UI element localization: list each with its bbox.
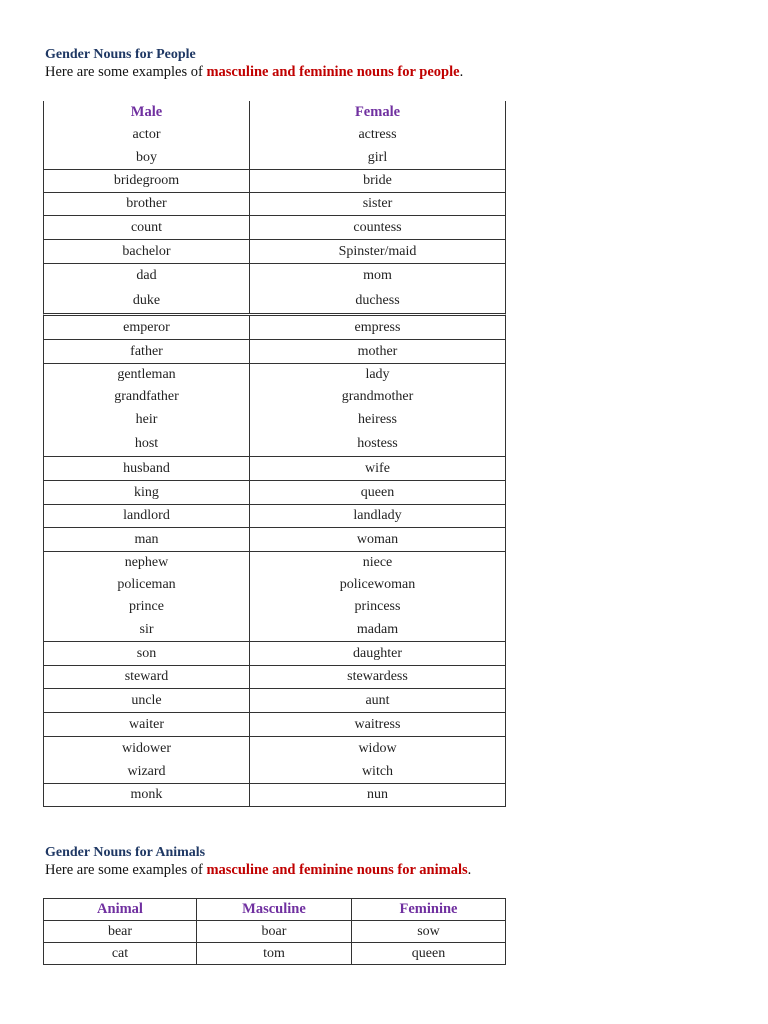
female-noun-cell: grandmother: [341, 389, 414, 404]
male-noun-cell: grandfather: [44, 386, 250, 408]
male-noun-cell: count: [44, 216, 250, 239]
table-row: [43, 596, 506, 618]
table-row: [43, 688, 506, 712]
table-row: [44, 943, 506, 965]
male-noun-cell: sir: [44, 618, 250, 641]
female-noun-cell: hostess: [357, 436, 398, 451]
people-section-intro: [45, 64, 463, 81]
intro-prefix: Here are some examples of: [45, 862, 207, 878]
female-noun-cell: widow: [358, 741, 397, 756]
column-header-female: Female: [354, 103, 401, 120]
female-noun-cell: waitress: [354, 716, 401, 732]
masculine-cell: boar: [197, 921, 352, 943]
male-noun-cell: gentleman: [44, 364, 250, 386]
table-header-row: [43, 101, 506, 123]
male-noun-cell: heir: [44, 408, 250, 432]
female-noun-cell: Spinster/maid: [338, 243, 417, 259]
table-row: [43, 641, 506, 665]
female-noun-cell: countess: [353, 219, 402, 235]
female-noun-cell: mom: [363, 268, 392, 283]
male-noun-cell: emperor: [44, 316, 250, 339]
table-row: [43, 215, 506, 239]
male-noun-cell: widower: [44, 737, 250, 761]
column-header-feminine: Feminine: [352, 899, 506, 921]
male-noun-cell: son: [44, 642, 250, 665]
table-row: [43, 239, 506, 263]
table-row: [43, 432, 506, 456]
table-row: [43, 339, 506, 363]
column-header-animal: Animal: [44, 899, 197, 921]
table-row: [43, 761, 506, 783]
table-row: [43, 123, 506, 146]
table-row: [43, 169, 506, 192]
female-noun-cell: policewoman: [339, 577, 416, 592]
female-noun-cell: empress: [354, 319, 401, 335]
table-row: [43, 665, 506, 688]
female-noun-cell: sister: [362, 196, 393, 211]
male-noun-cell: nephew: [44, 552, 250, 574]
female-noun-cell: duchess: [355, 292, 400, 308]
male-noun-cell: host: [44, 432, 250, 456]
intro-highlight: masculine and feminine nouns for people: [206, 64, 460, 80]
male-noun-cell: monk: [44, 784, 250, 806]
table-row: [43, 146, 506, 169]
column-header-masculine: Masculine: [197, 899, 352, 921]
feminine-cell: queen: [352, 943, 506, 965]
table-row: [43, 574, 506, 596]
male-noun-cell: bachelor: [44, 240, 250, 263]
intro-suffix: .: [459, 64, 464, 80]
column-header-male: Male: [44, 101, 250, 123]
female-noun-cell: landlady: [353, 508, 402, 523]
female-noun-cell: aunt: [365, 692, 390, 708]
male-noun-cell: actor: [44, 123, 250, 146]
table-row: [43, 386, 506, 408]
male-noun-cell: waiter: [44, 713, 250, 736]
table-row: [43, 736, 506, 761]
table-row: [43, 480, 506, 504]
table-row: [43, 527, 506, 551]
table-row: [43, 712, 506, 736]
masculine-cell: tom: [197, 943, 352, 965]
male-noun-cell: landlord: [44, 505, 250, 527]
male-noun-cell: dad: [44, 264, 250, 288]
female-noun-cell: wife: [365, 460, 390, 476]
female-noun-cell: stewardess: [347, 669, 408, 684]
animals-gender-table: [43, 898, 506, 965]
female-noun-cell: niece: [362, 555, 393, 570]
table-row: [43, 504, 506, 527]
table-row: [44, 921, 506, 943]
female-noun-cell: daughter: [353, 645, 402, 661]
table-header-row: [44, 899, 506, 921]
male-noun-cell: steward: [44, 666, 250, 688]
animals-section-title: Gender Nouns for Animals: [45, 845, 206, 860]
table-row: [43, 263, 506, 288]
table-row: [43, 363, 506, 386]
female-noun-cell: lady: [365, 367, 390, 382]
male-noun-cell: policeman: [44, 574, 250, 596]
table-row: [43, 618, 506, 641]
animals-section-intro: [45, 862, 471, 879]
female-noun-cell: queen: [360, 484, 395, 500]
male-noun-cell: father: [44, 340, 250, 363]
male-noun-cell: husband: [44, 457, 250, 480]
female-noun-cell: mother: [357, 343, 398, 359]
female-noun-cell: woman: [356, 531, 399, 547]
female-noun-cell: heiress: [358, 412, 397, 427]
intro-highlight: masculine and feminine nouns for animals: [206, 862, 468, 878]
table-row: [43, 551, 506, 574]
female-noun-cell: bride: [363, 173, 392, 188]
male-noun-cell: uncle: [44, 689, 250, 712]
animal-cell: bear: [44, 921, 197, 943]
intro-prefix: Here are some examples of: [45, 64, 207, 80]
male-noun-cell: prince: [44, 596, 250, 618]
animal-cell: cat: [44, 943, 197, 965]
male-noun-cell: bridegroom: [44, 170, 250, 192]
male-noun-cell: boy: [44, 146, 250, 169]
female-noun-cell: nun: [367, 787, 388, 802]
female-noun-cell: princess: [354, 599, 401, 614]
table-row: [43, 192, 506, 215]
table-row: [43, 313, 506, 339]
female-noun-cell: girl: [367, 149, 388, 165]
table-row: [43, 408, 506, 432]
people-gender-table: [43, 101, 506, 807]
male-noun-cell: king: [44, 481, 250, 504]
table-row: [43, 288, 506, 313]
people-section-title: Gender Nouns for People: [45, 47, 196, 62]
intro-suffix: .: [467, 862, 472, 878]
female-noun-cell: madam: [356, 621, 399, 637]
male-noun-cell: wizard: [44, 761, 250, 783]
female-noun-cell: actress: [358, 126, 397, 142]
female-noun-cell: witch: [361, 764, 394, 779]
table-row: [43, 456, 506, 480]
male-noun-cell: man: [44, 528, 250, 551]
male-noun-cell: duke: [44, 288, 250, 313]
table-row: [43, 783, 506, 807]
feminine-cell: sow: [352, 921, 506, 943]
male-noun-cell: brother: [44, 193, 250, 215]
